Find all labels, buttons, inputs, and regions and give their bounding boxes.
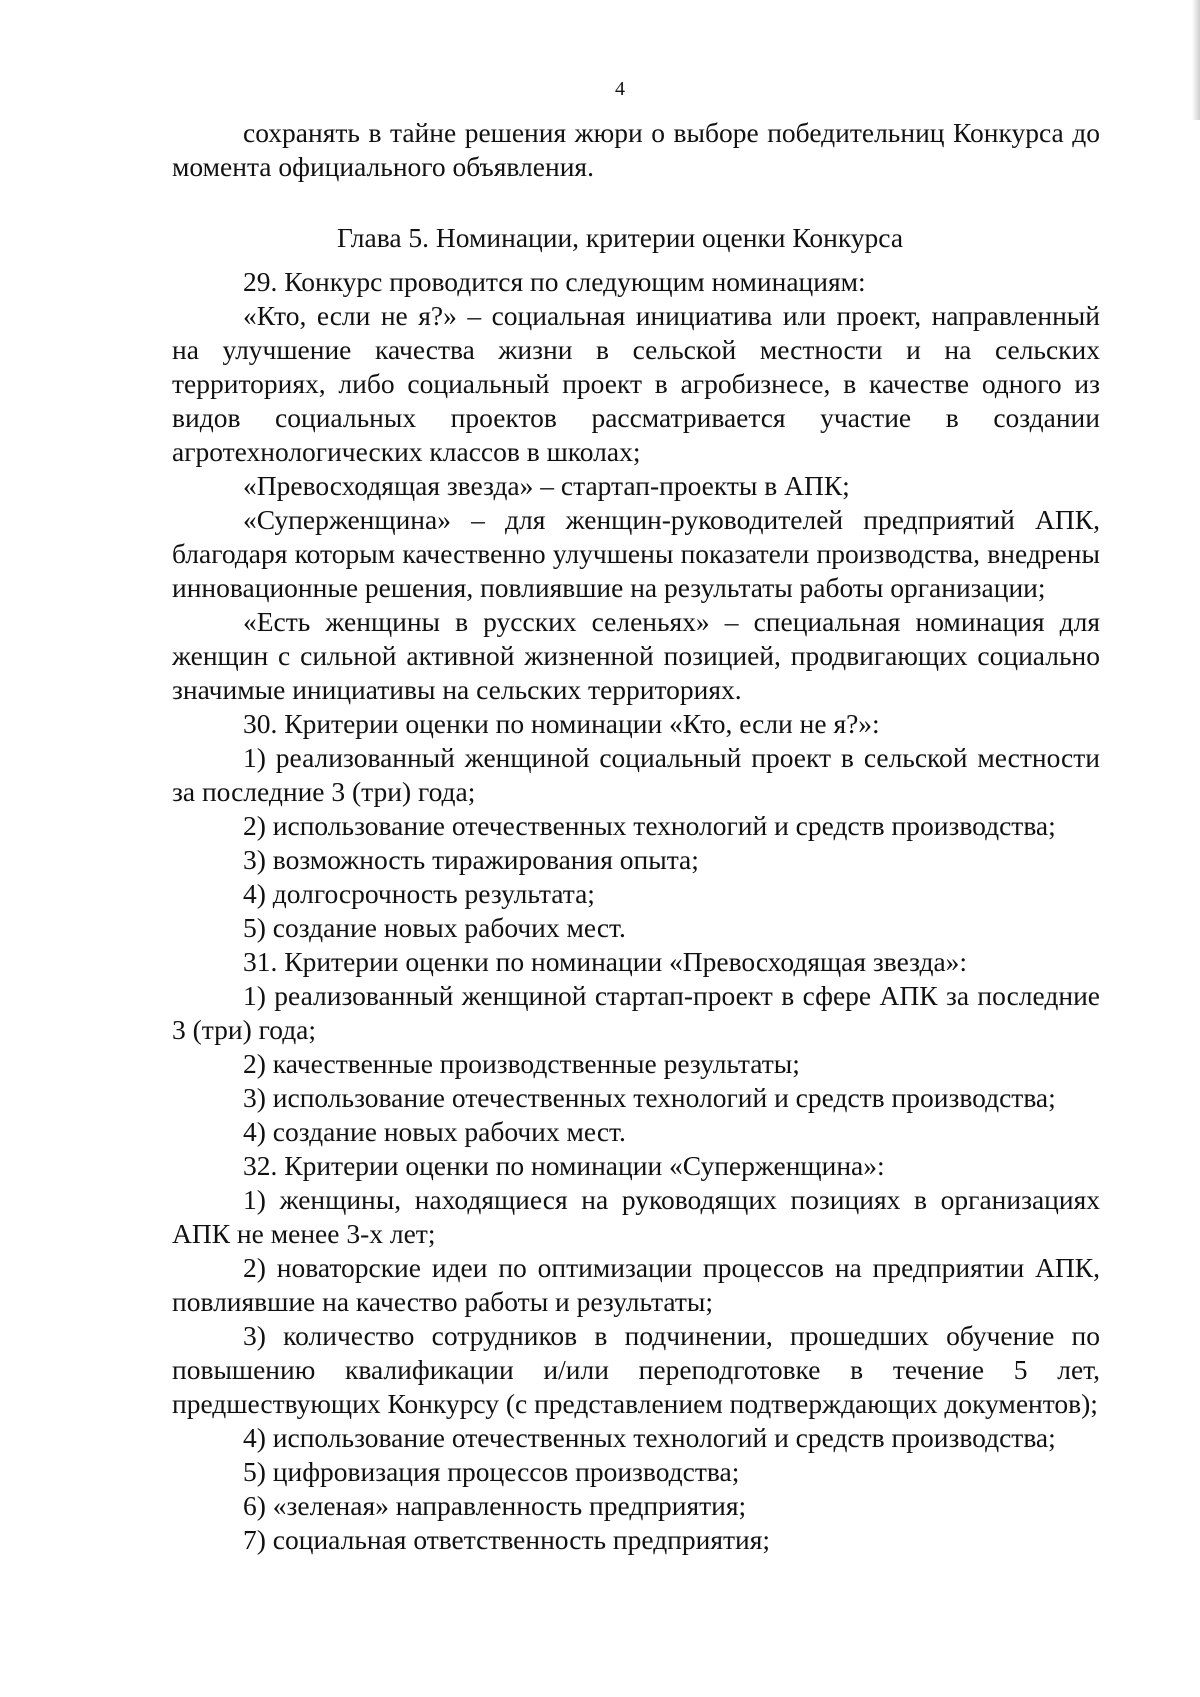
paragraph: 4) создание новых рабочих мест. [243,1116,626,1147]
paragraph: 32. Критерии оценки по номинации «Суперженщина»: [243,1150,885,1181]
paragraph: 7) социальная ответственность предприятия; [243,1524,771,1555]
paragraph: 3) количество сотрудников в подчинении, прошедших обучение по повышению квалификации и/или переподготовке в течение 5 лет, предшествующих Конкурсу (с представлением подтверждающих документов); [172,1320,1100,1419]
paragraph: 3) возможность тиражирования опыта; [243,844,699,875]
paragraph: 1) реализованный женщиной стартап-проект в сфере АПК за последние 3 (три) года; [172,980,1100,1045]
paragraph: 2) использование отечественных технологий и средств производства; [243,810,1056,841]
main-text [172,265,1100,1557]
paragraph: 2) новаторские идеи по оптимизации процессов на предприятии АПК, повлиявшие на качество работы и результаты; [172,1252,1100,1317]
paragraph: «Превосходящая звезда» – стартап-проекты в АПК; [243,470,850,501]
paragraph: 29. Конкурс проводится по следующим номинациям: [243,266,866,297]
paragraph: 4) использование отечественных технологий и средств производства; [243,1422,1056,1453]
paragraph: «Есть женщины в русских селеньях» – специальная номинация для женщин с сильной активной жизненной позицией, продвигающих социально значимые инициативы на сельских территориях. [172,606,1100,705]
paragraph: 1) реализованный женщиной социальный проект в сельской местности за последние 3 (три) года; [172,742,1100,807]
paragraph: 2) качественные производственные результаты; [243,1048,800,1079]
paragraph: 5) создание новых рабочих мест. [243,912,626,943]
paragraph: 1) женщины, находящиеся на руководящих позициях в организациях АПК не менее 3-х лет; [172,1184,1100,1249]
paragraph: «Кто, если не я?» – социальная инициатива или проект, направленный на улучшение качества жизни в сельской местности и на сельских территориях, либо социальный проект в агробизнесе, в качестве одного из видов социальных проектов рассматривается участие в создании агротехнологических классов в школах; [172,300,1100,467]
paragraph: 30. Критерии оценки по номинации «Кто, если не я?»: [243,708,880,739]
paragraph: 6) «зеленая» направленность предприятия; [243,1490,747,1521]
paragraph: «Суперженщина» – для женщин-руководителей предприятий АПК, благодаря которым качественно улучшены показатели производства, внедрены инновационные решения, повлиявшие на результаты работы организации; [172,504,1100,603]
paragraph: 4) долгосрочность результата; [243,878,595,909]
intro-text [172,116,1100,184]
paragraph: 31. Критерии оценки по номинации «Превосходящая звезда»: [243,946,968,977]
paragraph: 3) использование отечественных технологий и средств производства; [243,1082,1056,1113]
paragraph: 5) цифровизация процессов производства; [243,1456,740,1487]
paragraph: сохранять в тайне решения жюри о выборе победительниц Конкурса до момента официального объявления. [172,117,1100,182]
chapter-heading: Глава 5. Номинации, критерии оценки Конкурса [336,222,904,253]
page-number: 4 [615,78,625,100]
scan-edge-shadow [1192,0,1200,120]
